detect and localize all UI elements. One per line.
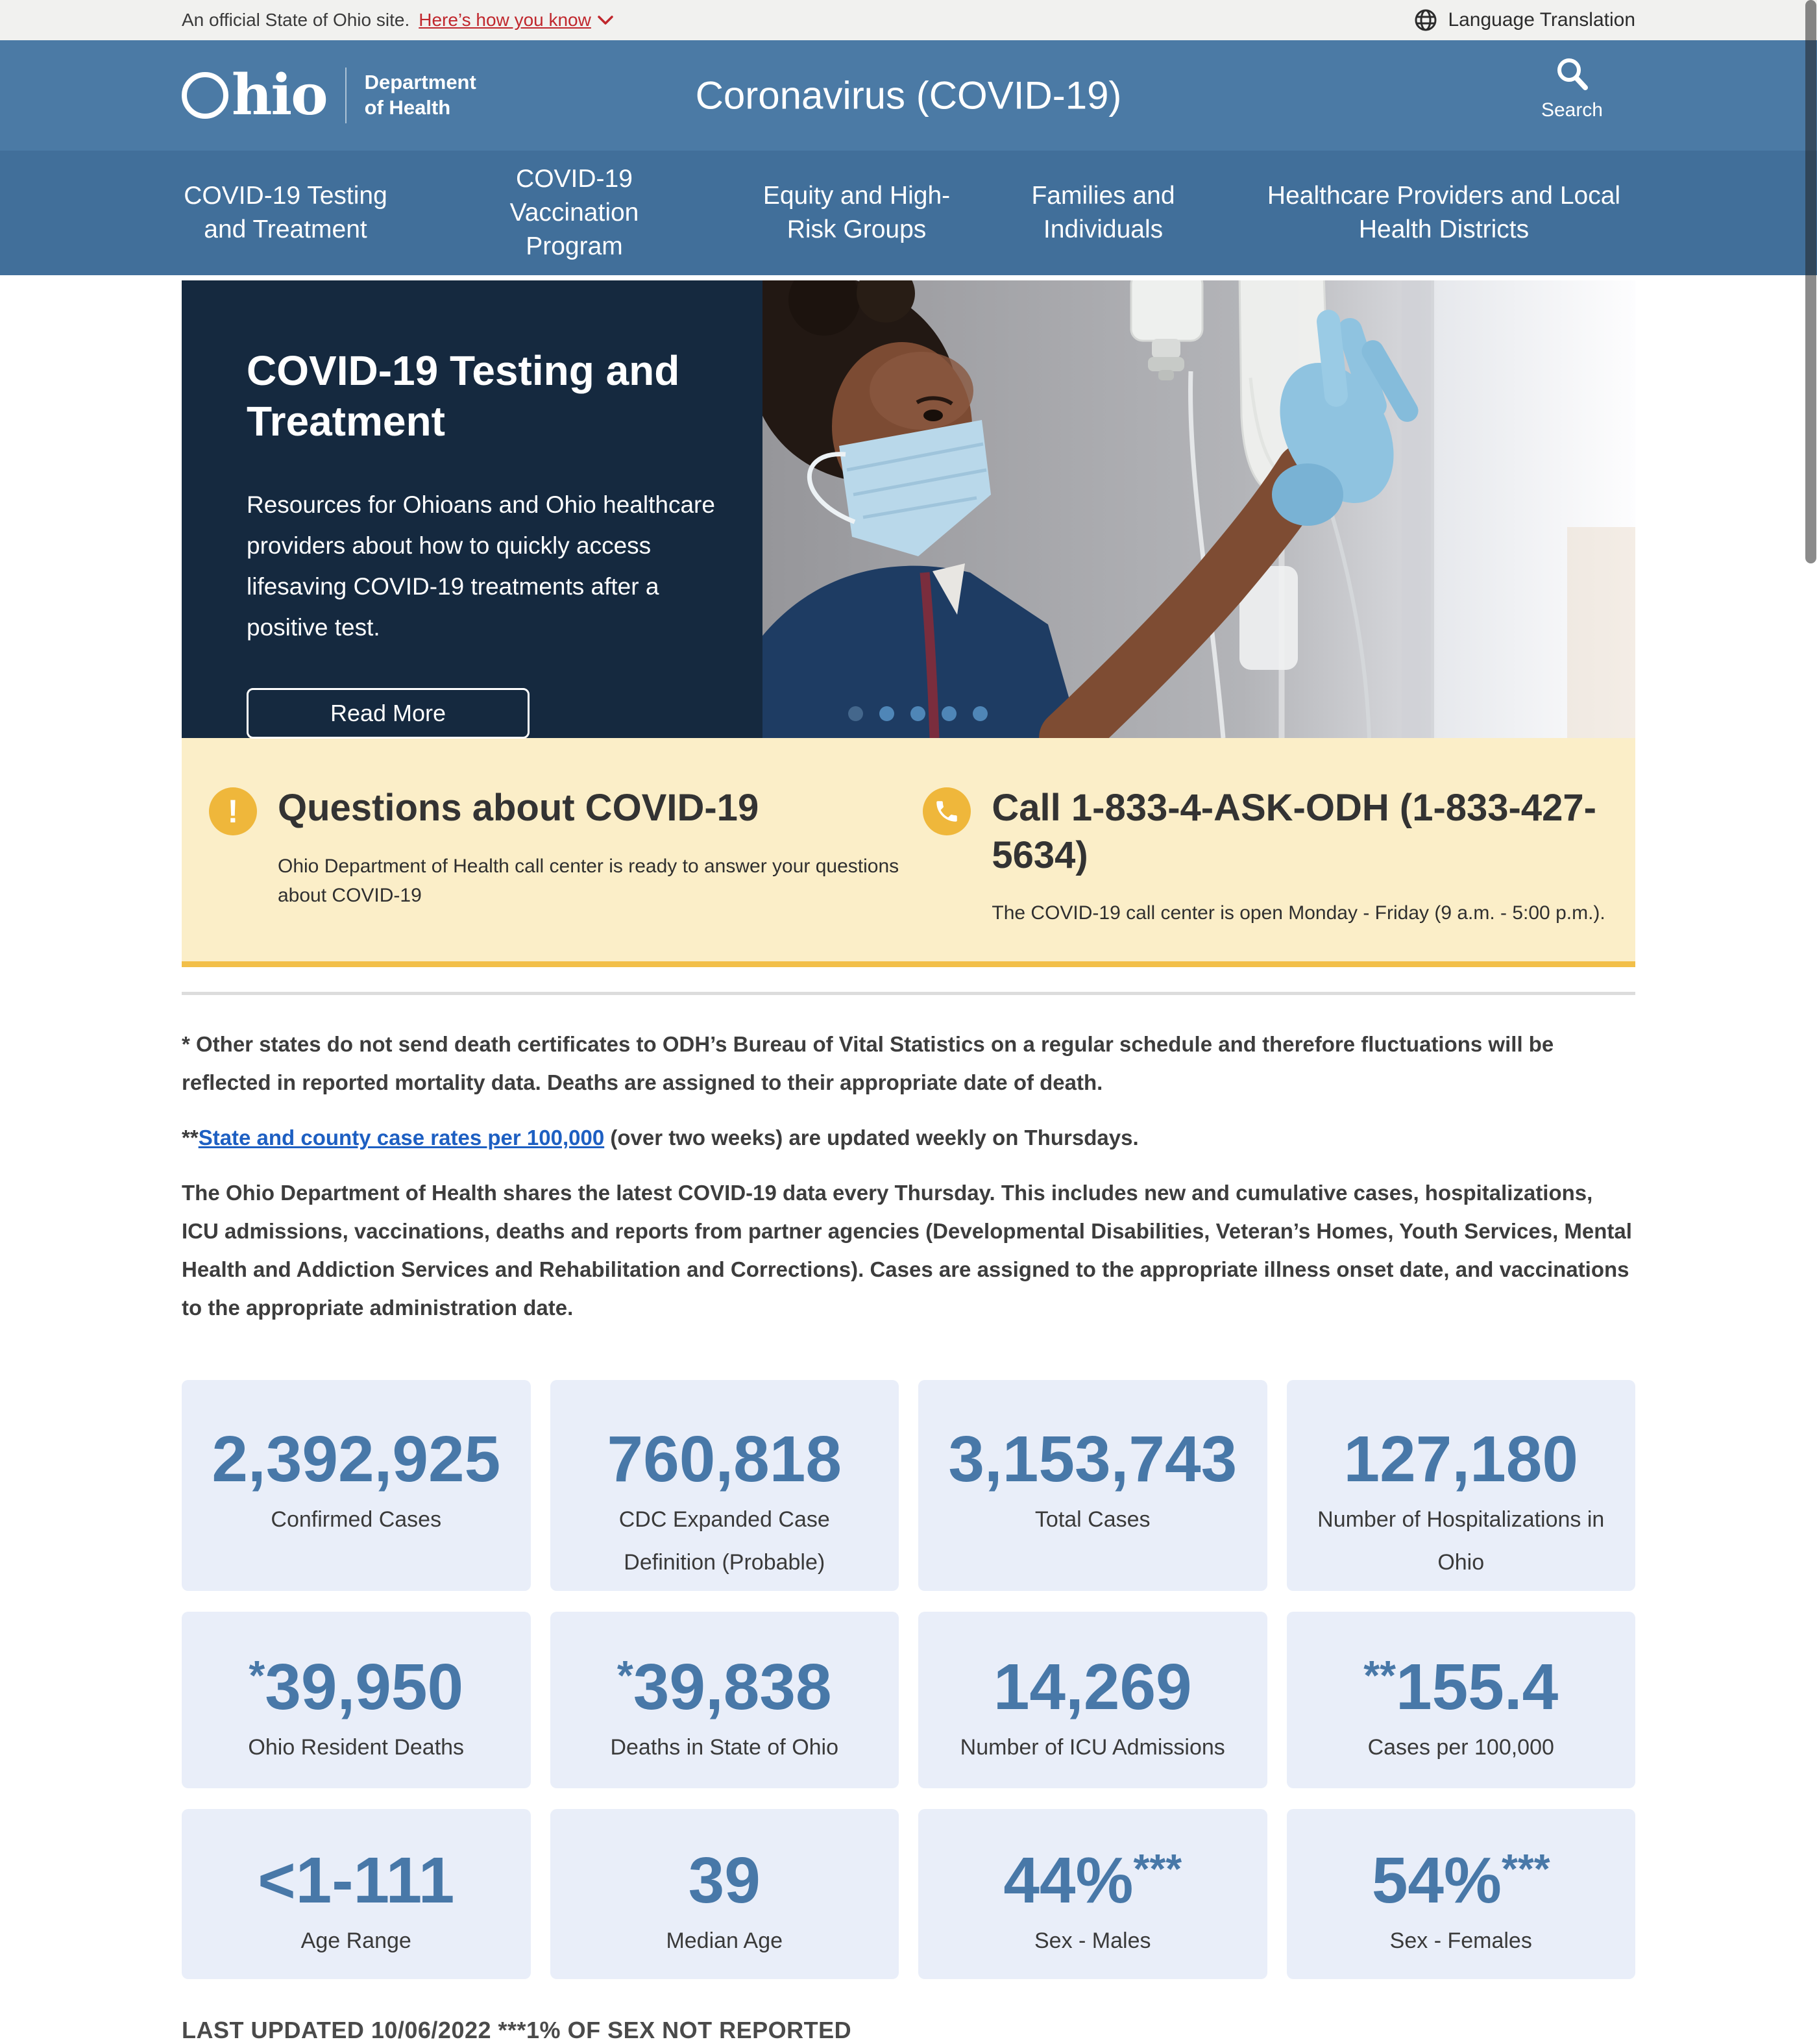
stat-card-deaths-in-state: *39,838 Deaths in State of Ohio	[550, 1612, 899, 1788]
heres-how-you-know-label: Here’s how you know	[419, 10, 591, 30]
questions-heading: Questions about COVID-19	[278, 787, 759, 829]
stat-card-age-range: <1-111 Age Range	[182, 1809, 531, 1979]
call-subtext: The COVID-19 call center is open Monday - Friday (9 a.m. - 5:00 p.m.).	[992, 902, 1605, 924]
language-translation-label: Language Translation	[1448, 9, 1635, 31]
hero-image	[762, 280, 1635, 738]
carousel-dot-1[interactable]	[848, 706, 863, 721]
phone-icon	[923, 787, 971, 835]
stat-card-sex-females: 54%*** Sex - Females	[1287, 1809, 1636, 1979]
stat-card-cases-per-100k: **155.4 Cases per 100,000	[1287, 1612, 1636, 1788]
note-case-rates: **State and county case rates per 100,000 (over two weeks) are updated weekly on Thursdays.	[182, 1126, 1139, 1150]
alert-icon: !	[209, 787, 257, 835]
chevron-down-icon	[598, 15, 613, 25]
search-button[interactable]	[1541, 55, 1603, 121]
nav-item-healthcare-providers[interactable]: Healthcare Providers and Local Health Districts	[1267, 182, 1621, 243]
nav-item-families-individuals[interactable]: Families and Individuals	[1031, 182, 1175, 243]
globe-icon	[1414, 8, 1437, 32]
heres-how-you-know-link[interactable]	[419, 10, 613, 31]
stat-card-resident-deaths: *39,950 Ohio Resident Deaths	[182, 1612, 531, 1788]
ohio-logo: hio	[182, 68, 327, 123]
search-label: Search	[1541, 99, 1603, 121]
stat-card-total-cases: 3,153,743 Total Cases	[918, 1380, 1267, 1591]
page-title: Coronavirus (COVID-19)	[695, 73, 1122, 117]
hero-carousel	[182, 280, 1635, 738]
section-divider	[182, 992, 1635, 995]
carousel-dot-5[interactable]	[973, 706, 988, 721]
carousel-dots	[848, 706, 988, 721]
nav-item-testing-treatment[interactable]: COVID-19 Testing and Treatment	[184, 182, 387, 243]
note-mortality: * Other states do not send death certificates to ODH’s Bureau of Vital Statistics on a regular schedule and therefore fluctuations will be reflected in reported mortality data. Deaths are assigned to their appropriate date of death.	[182, 1032, 1554, 1094]
search-icon	[1553, 55, 1591, 92]
data-notes	[182, 1025, 1635, 1327]
language-translation-button[interactable]	[1414, 8, 1635, 32]
stat-card-hospitalizations: 127,180 Number of Hospitalizations in Ohio	[1287, 1380, 1636, 1591]
ohio-logo-o	[182, 72, 228, 119]
phone-glyph	[933, 798, 960, 825]
call-heading: Call 1-833-4-ASK-ODH (1-833-427-5634)	[992, 787, 1596, 876]
stat-card-probable-cases: 760,818 CDC Expanded Case Definition (Probable)	[550, 1380, 899, 1591]
odh-logo[interactable]	[182, 62, 476, 128]
last-updated-note: LAST UPDATED 10/06/2022 ***1% OF SEX NOT REPORTED	[182, 2017, 852, 2043]
carousel-dot-2[interactable]	[879, 706, 894, 721]
hero-text-panel	[182, 280, 762, 738]
hero-description: Resources for Ohioans and Ohio healthcare providers about how to quickly access lifesaving COVID-19 treatments after a positive test.	[247, 491, 715, 641]
nav-item-equity-high-risk[interactable]: Equity and High-Risk Groups	[762, 182, 951, 243]
covid-stats-grid	[182, 1380, 1635, 1979]
stat-card-confirmed-cases: 2,392,925 Confirmed Cases	[182, 1380, 531, 1591]
scrollbar-thumb[interactable]	[1805, 0, 1816, 563]
logo-divider	[345, 68, 347, 123]
stat-card-icu-admissions: 14,269 Number of ICU Admissions	[918, 1612, 1267, 1788]
questions-subtext: Ohio Department of Health call center is ready to answer your questions about COVID-19	[278, 855, 899, 906]
hero-image-panel	[762, 280, 1635, 738]
case-rates-link[interactable]: State and county case rates per 100,000	[198, 1126, 605, 1150]
carousel-dot-3[interactable]	[910, 706, 925, 721]
call-center-banner	[182, 738, 1635, 967]
hero-heading: COVID-19 Testing and Treatment	[247, 347, 680, 445]
utility-bar	[0, 0, 1817, 40]
stat-card-median-age: 39 Median Age	[550, 1809, 899, 1979]
carousel-dot-4[interactable]	[942, 706, 957, 721]
site-header	[0, 40, 1817, 151]
note-data-schedule: The Ohio Department of Health shares the latest COVID-19 data every Thursday. This includes new and cumulative cases, hospitalizations, ICU admissions, vaccinations, deaths and reports from partner agencies (Developmental Disabilities, Veteran’s Homes, Youth Services, Mental Health and Addiction Services and Rehabilitation and Corrections). Cases are assigned to the appropriate illness onset date, and vaccinations to the appropriate administration date.	[182, 1181, 1632, 1320]
official-site-text: An official State of Ohio site.	[182, 10, 410, 30]
read-more-button[interactable]: Read More	[247, 688, 530, 739]
nav-item-vaccination-program[interactable]: COVID-19 Vaccination Program	[509, 165, 639, 260]
main-nav	[0, 151, 1817, 275]
department-of-health-wordmark: Department of Health	[364, 71, 476, 119]
stat-card-sex-males: 44%*** Sex - Males	[918, 1809, 1267, 1979]
